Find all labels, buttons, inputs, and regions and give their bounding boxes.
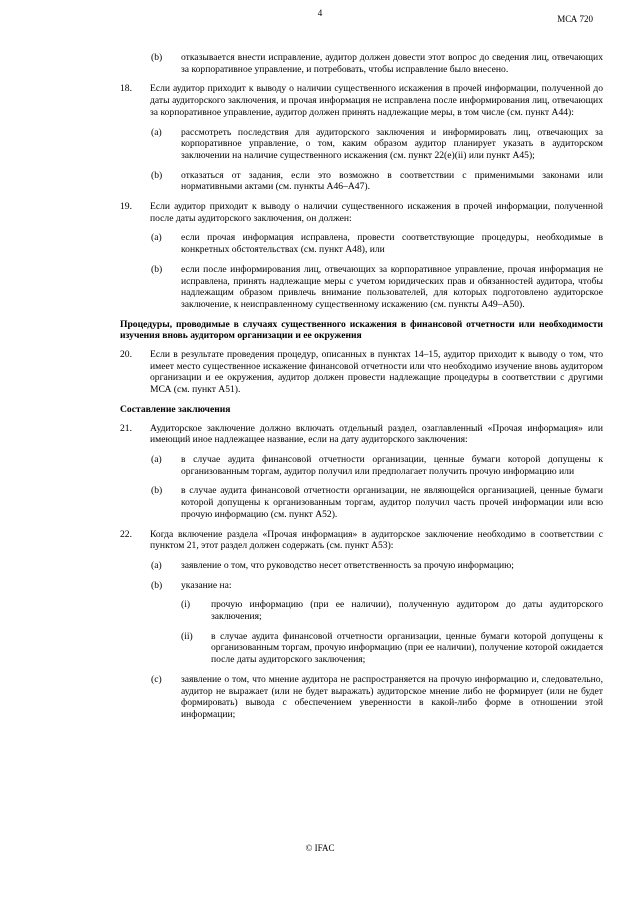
item-marker: 18. [120,83,132,95]
item-marker: (i) [181,599,191,611]
item-marker: (b) [151,579,163,591]
item-text: Если аудитор приходит к выводу о наличии существенного искажения в прочей информации, полученной до даты аудиторского заключения, и прочая информация не исправлена после информирования лиц, отвечающих за корпоративное управление, аудитор должен принять надлежащие меры, в том числе (см. пункт A44): [150,83,603,118]
sub-sub-item [120,631,603,666]
numbered-paragraph [120,201,603,224]
item-marker: (b) [151,169,163,181]
item-text: если прочая информация исправлена, провести соответствующие процедуры, необходимые в конкретных обстоятельствах (см. пункт A48), или [181,232,603,256]
sub-sub-item [120,599,603,622]
item-marker: 19. [120,201,132,213]
numbered-paragraph [120,423,603,446]
item-text: заявление о том, что мнение аудитора не распространяется на прочую информацию и, следовательно, аудитор не выражает (или не будет выражать) аудиторское мнение либо не формирует (или не будет формировать) вывода с обеспечением уверенности в какой-либо форме в отношении этой информации; [181,673,603,720]
numbered-paragraph [120,529,603,552]
section-heading: Составление заключения [120,403,231,415]
item-marker: (a) [151,126,162,138]
item-marker: 21. [120,422,132,434]
item-text: если после информирования лиц, отвечающих за корпоративное управление, прочая информация не исправлена, принять надлежащие меры с учетом юридических прав и обязанностей аудитора, чтобы надлежащим образом привлечь внимание пользователей, для которых подготовлено аудиторское заключение, к неисправленному существенному искажению (см. пункты A49–A50). [181,263,603,310]
item-text: в случае аудита финансовой отчетности организации, ценные бумаги которой допущены к организованным торгам, аудитор получил или предполагает получить прочую информацию или [181,453,603,477]
sub-item [120,52,603,75]
sub-item [120,580,603,592]
item-marker: (a) [151,453,162,465]
item-marker: (a) [151,232,162,244]
item-marker: (c) [151,673,162,685]
item-marker: (a) [151,559,162,571]
item-text: рассмотреть последствия для аудиторского заключения и информировать лиц, отвечающих за корпоративное управление, о том, каким образом аудитор планирует указать в аудиторском заключении на наличие существенного искажения (см. пункт 22(e)(ii) или пункт A45); [181,126,603,161]
item-marker: (b) [151,263,163,275]
item-marker: 22. [120,528,132,540]
numbered-paragraph [120,349,603,396]
sub-item [120,127,603,162]
footer-copyright: © IFAC [305,843,335,853]
page-number: 4 [317,8,323,18]
item-text: в случае аудита финансовой отчетности организации, ценные бумаги которой допущены к организованным торгам, прочую информацию (при ее наличии), получение которой ожидается после даты аудиторского заключения; [211,630,603,666]
item-marker: 20. [120,349,132,361]
item-text: отказывается внести исправление, аудитор должен довести этот вопрос до сведения лиц, отвечающих за корпоративное управление, и потребовать, чтобы исправление было внесено. [181,52,603,75]
sub-item [120,485,603,520]
item-text: прочую информацию (при ее наличии), полученную аудитором до даты аудиторского заключения; [211,599,603,623]
document-code: МСА 720 [557,14,593,24]
sub-item [120,264,603,311]
item-text: отказаться от задания, если это возможно в соответствии с применимыми законами или нормативными актами (см. пункты A46–A47). [181,169,603,193]
item-text: указание на: [181,579,232,591]
sub-item [120,454,603,477]
item-marker: (b) [151,52,163,63]
item-text: Если аудитор приходит к выводу о наличии существенного искажения в прочей информации, полученной после даты аудиторского заключения, он должен: [150,201,603,224]
item-text: заявление о том, что руководство несет ответственность за прочую информацию; [181,559,514,571]
sub-item [120,674,603,721]
sub-item [120,560,603,572]
item-text: в случае аудита финансовой отчетности организации, не являющейся организацией, ценные бумаги которой допущены к организованным торгам, аудитор получил часть прочей информации или всю прочую информацию (см. пункт A52). [181,485,603,520]
document-body [120,52,603,729]
sub-item [120,170,603,193]
section-heading: Процедуры, проводимые в случаях существенного искажения в финансовой отчетности или необходимости изучения вновь аудитором организации и ее окружения [120,318,603,342]
numbered-paragraph [120,83,603,118]
sub-item [120,232,603,255]
item-text: Если в результате проведения процедур, описанных в пунктах 14–15, аудитор приходит к выводу о том, что имеет место существенное искажение финансовой отчетности или что необходимо изучение вновь аудитором организации и ее окружения, аудитор должен провести надлежащие процедуры в соответствии с другими МСА (см. пункт A51). [150,349,603,396]
item-marker: (b) [151,485,163,497]
item-text: Когда включение раздела «Прочая информация» в аудиторское заключение необходимо в соответствии с пунктом 21, этот раздел должен содержать (см. пункт A53): [150,528,603,552]
item-text: Аудиторское заключение должно включать отдельный раздел, озаглавленный «Прочая информация» или имеющий иное надлежащее название, если на дату аудиторского заключения: [150,422,603,446]
item-marker: (ii) [181,630,193,642]
